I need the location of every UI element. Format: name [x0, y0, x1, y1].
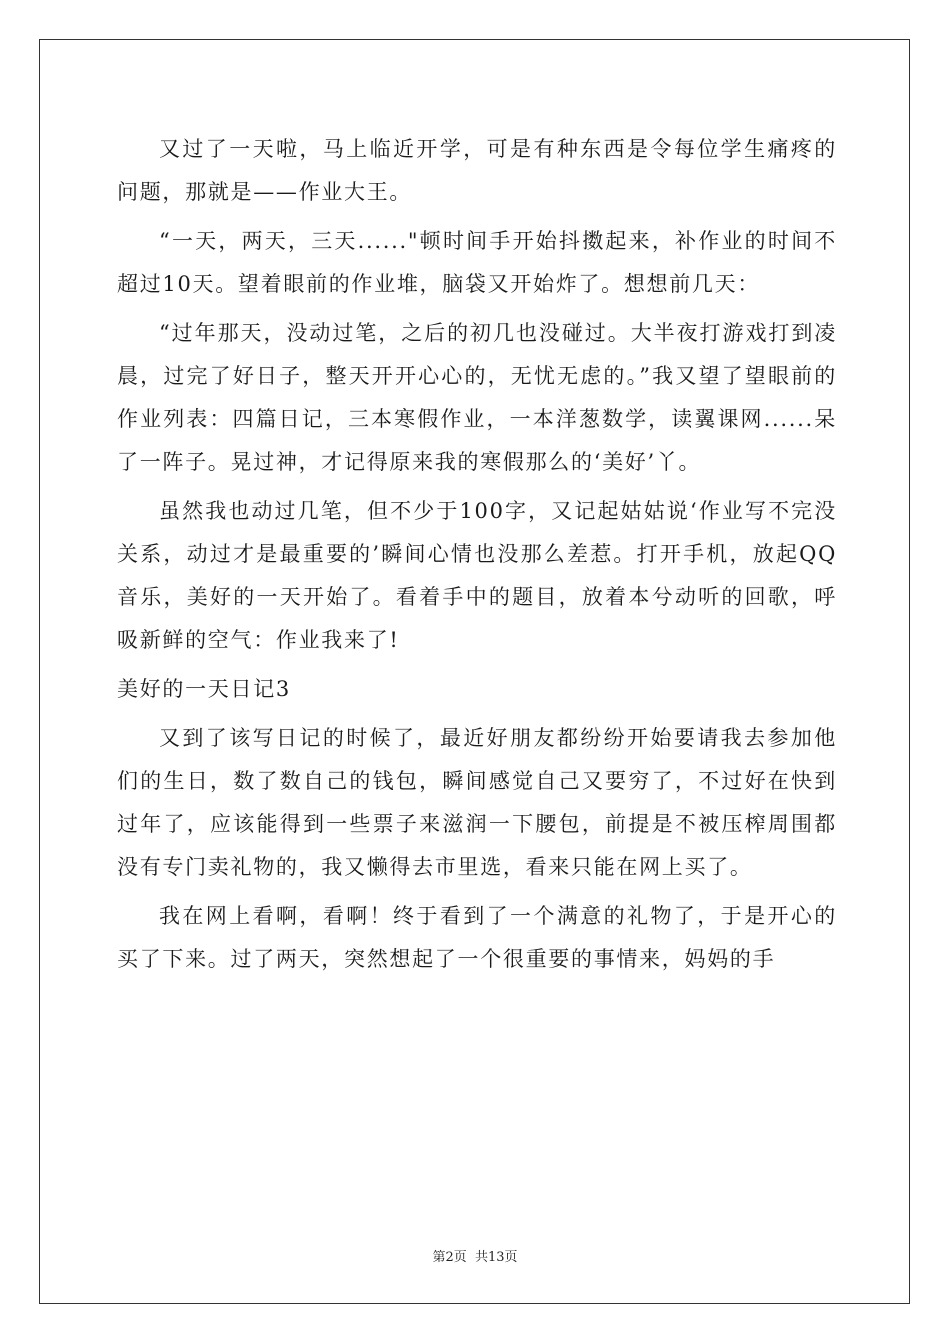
page-number: 第2页	[432, 1250, 467, 1265]
paragraph-2: “一天，两天，三天......"顿时间手开始抖擞起来，补作业的时间不超过10天。望着眼前的作业堆，脑袋又开始炸了。想想前几天：	[117, 229, 837, 296]
paragraph-5: 又到了该写日记的时候了，最近好朋友都纷纷开始要请我去参加他们的生日，数了数自己的钱包，瞬间感觉自己又要穷了，不过好在快到过年了，应该能得到一些票子来滋润一下腰包，前提是不被压榨周围都没有专门卖礼物的，我又懒得去市里选，看来只能在网上买了。	[117, 726, 837, 879]
paragraph-6: 我在网上看啊，看啊！终于看到了一个满意的礼物了，于是开心的买了下来。过了两天，突然想起了一个很重要的事情来，妈妈的手	[117, 904, 837, 971]
paragraph-1: 又过了一天啦，马上临近开学，可是有种东西是令每位学生痛疼的问题，那就是——作业大王。	[117, 137, 837, 204]
paragraph-3: “过年那天，没动过笔，之后的初几也没碰过。大半夜打游戏打到凌晨，过完了好日子，整天开开心心的，无忧无虑的。”我又望了望眼前的作业列表：四篇日记，三本寒假作业，一本洋葱数学，读翼课网......呆了一阵子。晃过神，才记得原来我的寒假那么的‘美好’丫。	[117, 321, 837, 474]
document-body	[117, 128, 837, 987]
section-heading: 美好的一天日记3	[117, 677, 291, 701]
page-footer	[0, 1246, 950, 1265]
page-total: 共13页	[474, 1250, 518, 1265]
paragraph-4: 虽然我也动过几笔，但不少于100字，又记起姑姑说‘作业写不完没关系，动过才是最重要的’瞬间心情也没那么差惹。打开手机，放起QQ音乐，美好的一天开始了。看着手中的题目，放着本兮动听的回歌，呼吸新鲜的空气：作业我来了!	[117, 499, 837, 652]
